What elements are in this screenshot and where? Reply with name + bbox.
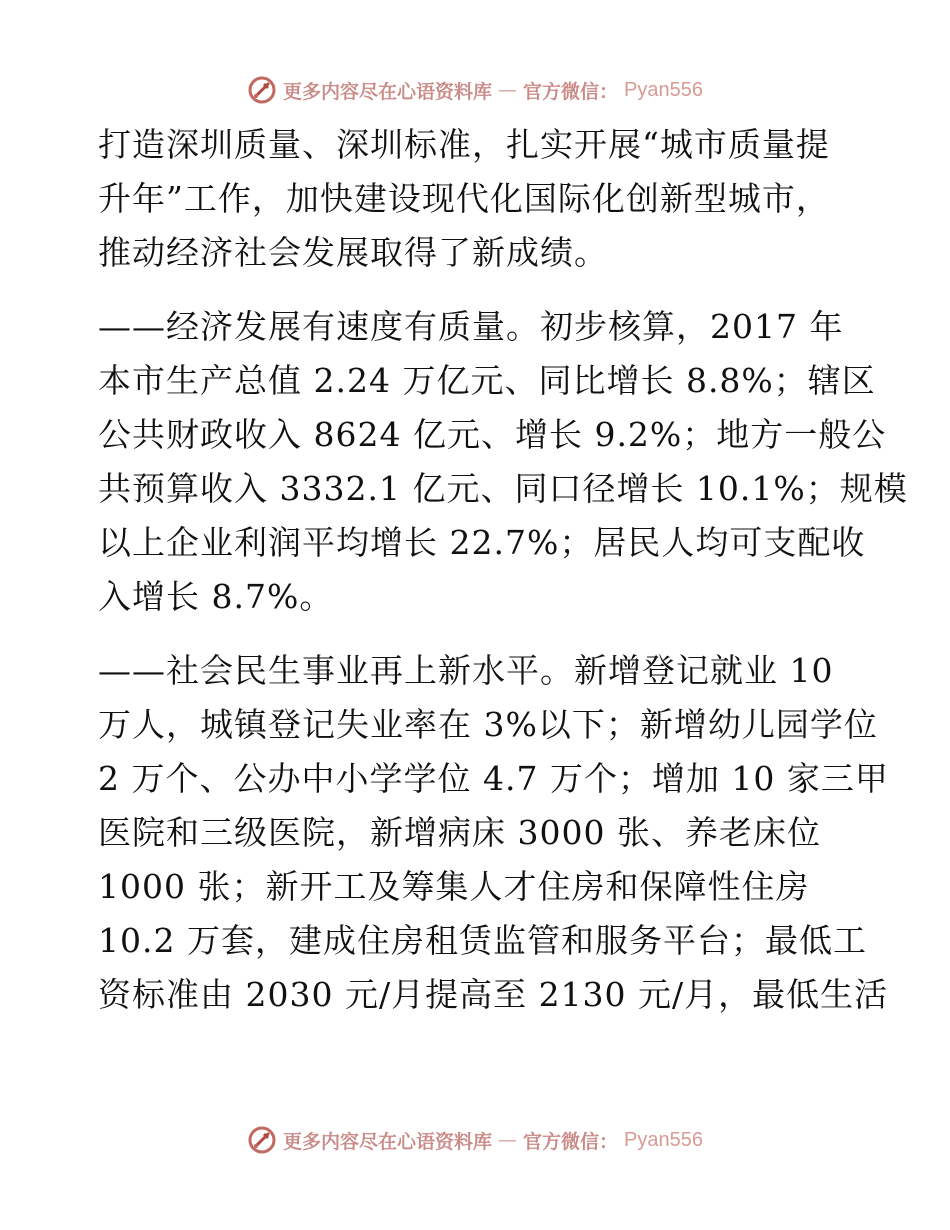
text-line: 本市生产总值 2.24 万亿元、同比增长 8.8%；辖区	[98, 361, 876, 400]
paragraph-economy	[98, 300, 908, 624]
watermark-official-label: 官方微信：	[523, 1130, 619, 1153]
text-line: 升年”工作，加快建设现代化国际化创新型城市，	[98, 179, 830, 218]
text-line: ——经济发展有速度有质量。初步核算，2017 年	[98, 307, 844, 346]
watermark-wechat-id: Pyan556	[624, 78, 703, 101]
text-line: 共预算收入 3332.1 亿元、同口径增长 10.1%；规模	[98, 469, 908, 508]
text-line: 以上企业利润平均增长 22.7%；居民人均可支配收	[98, 523, 866, 562]
watermark-logo-icon	[247, 75, 277, 105]
text-line: 资标准由 2030 元/月提高至 2130 元/月，最低生活	[98, 975, 889, 1014]
text-line: 推动经济社会发展取得了新成绩。	[98, 233, 608, 272]
text-line: 10.2 万套，建成住房租赁监管和服务平台；最低工	[98, 921, 867, 960]
text-line: 公共财政收入 8624 亿元、增长 9.2%；地方一般公	[98, 415, 887, 454]
text-line: ——社会民生事业再上新水平。新增登记就业 10	[98, 651, 834, 690]
watermark-logo-icon	[247, 1125, 277, 1155]
text-line: 2 万个、公办中小学学位 4.7 万个；增加 10 家三甲	[98, 759, 889, 798]
watermark-dash: —	[498, 1129, 518, 1151]
watermark-wechat-id: Pyan556	[624, 1128, 703, 1151]
watermark-text: 更多内容尽在心语资料库	[283, 80, 493, 103]
document-body	[98, 118, 908, 1022]
paragraph-intro	[98, 118, 858, 280]
watermark-header	[0, 70, 950, 110]
text-line: 打造深圳质量、深圳标准，扎实开展“城市质量提	[98, 125, 830, 164]
text-line: 1000 张；新开工及筹集人才住房和保障性住房	[98, 867, 810, 906]
text-line: 医院和三级医院，新增病床 3000 张、养老床位	[98, 813, 821, 852]
watermark-dash: —	[498, 79, 518, 101]
watermark-text: 更多内容尽在心语资料库	[283, 1130, 493, 1153]
paragraph-livelihood	[98, 644, 889, 1022]
text-line: 入增长 8.7%。	[98, 577, 334, 616]
watermark-official-label: 官方微信：	[523, 80, 619, 103]
watermark-footer	[0, 1120, 950, 1160]
text-line: 万人，城镇登记失业率在 3%以下；新增幼儿园学位	[98, 705, 878, 744]
